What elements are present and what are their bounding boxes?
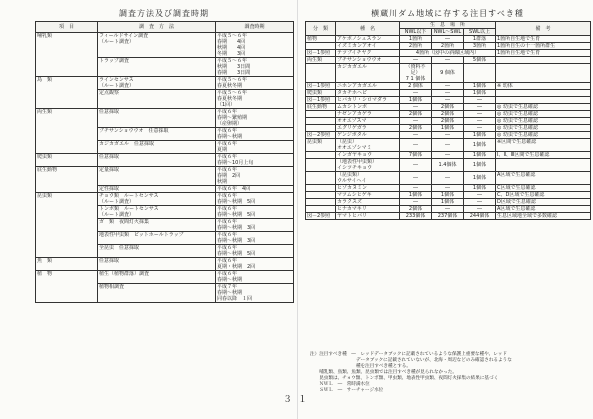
survey-item: 両生類 — [36, 109, 98, 154]
species-category — [306, 159, 336, 172]
notable-species-table — [305, 21, 591, 220]
count-above-swl: 1個体 — [464, 159, 496, 172]
species-note — [496, 97, 591, 104]
count-nwl-swl: 1個体 — [432, 199, 464, 206]
species-name: ヒナカマキリ — [336, 206, 400, 213]
page-fold — [297, 0, 298, 419]
species-name: アケボノシュスラン — [336, 36, 400, 43]
species-category: 図－1参照 — [306, 83, 336, 90]
count-above-swl: 3箇所 — [464, 43, 496, 50]
right-title: 横蔵川ダム地域に存する注目すべき種 — [371, 9, 524, 18]
survey-item: 昆虫類 — [36, 193, 98, 258]
survey-method: フィールドサイン調査 （ルート調査） — [98, 33, 216, 58]
species-row — [306, 83, 591, 90]
species-note: Ⅰ、Ⅱ、Ⅲ区間で生息確認 — [496, 152, 591, 159]
count-above-swl: ― — [464, 206, 496, 213]
species-category — [306, 185, 336, 192]
count-above-swl: ― — [464, 125, 496, 132]
species-name: ニホンアカガエル — [336, 83, 400, 90]
count-below-nwl: ― — [400, 104, 432, 111]
survey-method: カジカガエル 任意採取 — [98, 141, 216, 154]
method-row — [36, 167, 294, 186]
count-nwl-swl: 1.4個体 — [432, 159, 464, 172]
species-row — [306, 132, 591, 139]
species-row — [306, 118, 591, 125]
survey-method: 植物相調査 — [98, 284, 216, 303]
species-note: D区域で生息確認 — [496, 199, 591, 206]
species-name: イズミカンアオイ — [336, 43, 400, 50]
species-note — [496, 159, 591, 172]
species-name: ナゼンアカゲラ — [336, 111, 400, 118]
species-category — [306, 199, 336, 206]
species-name: ヤマトヒバリ — [336, 213, 400, 220]
survey-method: 任意採取 — [98, 258, 216, 271]
species-note: 1箇所自生地で生育 — [496, 36, 591, 43]
species-row — [306, 185, 591, 192]
count-above-swl: 244個体 — [464, 213, 496, 220]
survey-method: 定量採取 — [98, 167, 216, 186]
survey-period: 平成６年 春期～秋期 5回 — [216, 245, 294, 258]
species-row — [306, 139, 591, 152]
species-row — [306, 90, 591, 97]
species-row — [306, 104, 591, 111]
species-category: 両生類 — [306, 57, 336, 64]
species-row — [306, 152, 591, 159]
species-row — [306, 199, 591, 206]
count-nwl-swl: ― — [432, 36, 464, 43]
survey-period: 平成６年 4回 — [216, 186, 294, 193]
species-name: ブチサンショウウオ — [336, 57, 400, 64]
count-nwl-swl: ― — [432, 172, 464, 185]
survey-period: 平成６年 春期～秋期 — [216, 271, 294, 284]
survey-period: 平成５～６年 秋期 3日間 春期 3日間 — [216, 58, 294, 77]
count-below-nwl: ― — [400, 132, 432, 139]
count-above-swl: ― — [464, 192, 496, 199]
count-above-swl — [464, 64, 496, 83]
survey-method: 全昆虫 任意採取 — [98, 245, 216, 258]
page-number: ３１ — [283, 395, 314, 405]
survey-method: トラップ調査 — [98, 58, 216, 77]
count-above-swl: ― — [464, 199, 496, 206]
count-above-swl: 5個体 — [464, 57, 496, 64]
right-page — [305, 8, 590, 220]
species-row — [306, 64, 591, 83]
species-row — [306, 50, 591, 57]
count-below-nwl: 1箇所 — [400, 36, 432, 43]
survey-method: チョウ類 ルートセンサス （ルート調査） — [98, 193, 216, 206]
species-row — [306, 97, 591, 104]
species-name: タカチホヘビ — [336, 90, 400, 97]
count-above-swl: ― — [464, 111, 496, 118]
count-below-nwl: ― — [400, 199, 432, 206]
count-nwl-swl: ― — [432, 206, 464, 213]
survey-method: ラインセンサス （ルート調査） — [98, 77, 216, 90]
species-category — [306, 206, 336, 213]
species-name: インガヤキョウ — [336, 152, 400, 159]
survey-period: 平成５～６年 春夏秋冬期 （1回） — [216, 90, 294, 109]
species-category — [306, 43, 336, 50]
count-nwl-swl: 9 個体 — [432, 64, 464, 83]
count-nwl-swl: ― — [432, 185, 464, 192]
species-row — [306, 159, 591, 172]
count-below-nwl: 2個体 — [400, 206, 432, 213]
count-nwl-swl: ― — [432, 132, 464, 139]
species-category — [306, 111, 336, 118]
survey-method: ブチサンショウウオ 任意採取 — [98, 128, 216, 141]
species-name: マツムシヒゲキ — [336, 192, 400, 199]
count-above-swl: 1個体 — [464, 139, 496, 152]
count-below-nwl: 2個体 — [400, 125, 432, 132]
count-nwl-swl: ― — [432, 152, 464, 159]
survey-method: ガ 類 夜間灯火採集 — [98, 219, 216, 232]
count-below-nwl: （資料不足） 7 1 個体 — [400, 64, 432, 83]
species-note: A区域で生息確認 — [496, 172, 591, 185]
survey-item: 魚 類 — [36, 258, 98, 271]
species-note: ◎ 幼虫で生息確認 — [496, 118, 591, 125]
survey-item: 鳥 類 — [36, 77, 98, 109]
species-category: 昆虫類 — [306, 139, 336, 152]
survey-period: 平成６年 夏期 — [216, 141, 294, 154]
survey-method: 地表性甲虫類 ピットホールトラップ — [98, 232, 216, 245]
species-row — [306, 57, 591, 64]
method-row — [36, 258, 294, 271]
species-name: エグリゲガラ — [336, 125, 400, 132]
count-nwl-swl: 2個体 — [432, 118, 464, 125]
header-item: 項 目 — [36, 22, 98, 33]
species-name: ゲンジボタル — [336, 132, 400, 139]
method-row — [36, 109, 294, 128]
count-above-swl: ― — [464, 118, 496, 125]
count-nwl-swl: ― — [432, 83, 464, 90]
header-category: 分 類 — [306, 22, 336, 36]
subheader-above-swl: SWL以上 — [464, 29, 496, 36]
survey-period: 平成６年 春期～秋期 3回 — [216, 232, 294, 245]
survey-period: 平成６年 春期～10月上旬 — [216, 154, 294, 167]
species-note: ◎ 幼虫で生息確認 — [496, 125, 591, 132]
survey-period: 平成６年 春期～秋期 3回 — [216, 219, 294, 232]
species-category: 図－2参照 — [306, 132, 336, 139]
header-note: 備 考 — [496, 22, 591, 36]
survey-period: 平成６年 夏期・秋期 2回 — [216, 258, 294, 271]
count-above-swl: 1個体 — [464, 90, 496, 97]
count-above-swl: 1個体 — [464, 132, 496, 139]
left-title: 調査方法及び調査時期 — [119, 9, 209, 18]
species-row — [306, 111, 591, 118]
header-species: 種 名 — [336, 22, 400, 36]
footnote: 注）注目すべき種 ― レッドデータブックに記載されているような保護上重要な種や、レッド データブックに記載されていないが、北海・周辺などのみ確認されるような 種を注目すべき種とする。 哺乳類、鳥類、魚類、昆虫類では注目すべき種が見られなかった。 昆虫類は、チョウ類、トンボ類、甲虫類、地表性甲虫類、夜間灯火採集の結果に基づく ＮＷＬ ― 常時満水位 ＳＷＬ ― サーチャージ水位 — [310, 352, 512, 393]
species-name: （地表性甲虫類） イシツチキョウ — [336, 159, 400, 172]
count-below-nwl: 233個体 — [400, 213, 432, 220]
header-method: 調 査 方 法 — [98, 22, 216, 33]
count-above-swl: 1個体 — [464, 185, 496, 192]
count-below-nwl: 2 個体 — [400, 83, 432, 90]
species-note: 生息区域地全域で多数確認 — [496, 213, 591, 220]
species-category: 図－1参照 — [306, 97, 336, 104]
count-nwl-swl: 1個体 — [432, 125, 464, 132]
header-period: 調査時期 — [216, 22, 294, 33]
count-below-nwl: 1個体 — [400, 97, 432, 104]
survey-period: 平成５～６年 春夏秋冬期 — [216, 77, 294, 90]
species-category — [306, 192, 336, 199]
species-row — [306, 213, 591, 220]
species-name: カジカガエル — [336, 64, 400, 83]
species-name: ムカシトンボ — [336, 104, 400, 111]
species-note: A区域で生息確認 — [496, 206, 591, 213]
survey-item: 植 物 — [36, 271, 98, 303]
method-row — [36, 271, 294, 284]
species-category: 図－2参照 — [306, 213, 336, 220]
species-name: （昆虫） オオエゾシマミ — [336, 139, 400, 152]
count-below-nwl: ― — [400, 185, 432, 192]
species-note: 1箇所自生の十一箇所群生 — [496, 43, 591, 50]
species-row — [306, 206, 591, 213]
species-row — [306, 36, 591, 43]
count-above-swl: ― — [464, 104, 496, 111]
count-below-nwl: 2箇所 — [400, 43, 432, 50]
species-note: ※ 幼体 — [496, 83, 591, 90]
species-note: ◎ 幼虫で生息確認 — [496, 111, 591, 118]
survey-method: 定点観察 — [98, 90, 216, 109]
survey-item: 爬虫類 — [36, 154, 98, 167]
species-note: C区域で生息確認 — [496, 185, 591, 192]
survey-period: 平成６年 春期～秋期 5回 — [216, 206, 294, 219]
survey-period: 平成６年 春期 2回 秋期 — [216, 167, 294, 186]
count-below-nwl: 2個体 — [400, 111, 432, 118]
count-nwl-swl: ― — [432, 97, 464, 104]
survey-period: 平成６年 春期～繁殖期 （産卵期） — [216, 109, 294, 128]
species-note: 1箇所自生地で生育 — [496, 50, 591, 57]
count-nwl-swl: ― — [432, 139, 464, 152]
survey-item: 哺乳類 — [36, 33, 98, 77]
species-row — [306, 172, 591, 185]
survey-period: 平成６年 春期～秋期 5回 — [216, 193, 294, 206]
count-below-nwl: ― — [400, 90, 432, 97]
count-above-swl: 1群落 — [464, 36, 496, 43]
count-nwl-swl: 237個体 — [432, 213, 464, 220]
species-row — [306, 192, 591, 199]
survey-method: 任意採取 — [98, 109, 216, 128]
subheader-below-nwl: NWL以下 — [400, 29, 432, 36]
count-nwl-swl: 2個体 — [432, 111, 464, 118]
count-above-swl: 1個体 — [464, 172, 496, 185]
survey-method: トンボ類 ルートセンサス （ルート調査） — [98, 206, 216, 219]
count-below-nwl: ― — [400, 118, 432, 125]
species-row — [306, 125, 591, 132]
count-above-swl: 1個体 — [464, 152, 496, 159]
species-note — [496, 57, 591, 64]
subheader-nwl-swl: NWL～SWL — [432, 29, 464, 36]
count-below-nwl: 7個体 — [400, 152, 432, 159]
count-nwl-swl: ― — [432, 57, 464, 64]
species-name: ヒゾカヌミン — [336, 185, 400, 192]
method-row — [36, 193, 294, 206]
count-below-nwl: ― — [400, 172, 432, 185]
species-category — [306, 152, 336, 159]
survey-method: 任意採取 — [98, 154, 216, 167]
species-category — [306, 64, 336, 83]
species-note: C、D区域で生息確認 — [496, 192, 591, 199]
survey-method: 定性採取 — [98, 186, 216, 193]
habitat-merged: 4箇所（図中の斜線区域内） — [400, 50, 496, 57]
species-name: テツブイチヤク — [336, 50, 400, 57]
count-nwl-swl: 2箇所 — [432, 43, 464, 50]
count-above-swl: ― — [464, 97, 496, 104]
species-name: ヒバカリ・シロマダラ — [336, 97, 400, 104]
species-note: ◎ 幼虫で生息確認 — [496, 104, 591, 111]
survey-period: 平成５～６年 春期 4回 秋期 4回 冬期 3回 — [216, 33, 294, 58]
survey-item: 底生動物 — [36, 167, 98, 193]
left-page — [35, 8, 293, 303]
count-nwl-swl: ― — [432, 90, 464, 97]
species-name: （昆虫類） ウルサイヘイ — [336, 172, 400, 185]
count-below-nwl: 1個体 — [400, 192, 432, 199]
method-row — [36, 154, 294, 167]
species-category — [306, 118, 336, 125]
survey-method-table — [35, 21, 294, 303]
header-habitat: 生 息 場 所 — [400, 22, 496, 29]
species-name: オオエゾスマ — [336, 118, 400, 125]
species-note — [496, 64, 591, 83]
survey-period: 平成６年 春期～秋期 — [216, 128, 294, 141]
count-above-swl: 1個体 — [464, 83, 496, 90]
method-row — [36, 33, 294, 58]
species-category — [306, 172, 336, 185]
count-below-nwl: ― — [400, 159, 432, 172]
survey-period: 平成７年 春期～秋期 同春以降 １回 — [216, 284, 294, 303]
count-nwl-swl: 2個体 — [432, 104, 464, 111]
count-nwl-swl: 1個体 — [432, 192, 464, 199]
species-note: ◎ 幼虫で生息確認 — [496, 132, 591, 139]
species-category — [306, 125, 336, 132]
count-below-nwl: ― — [400, 139, 432, 152]
species-category: 植物 — [306, 36, 336, 43]
survey-method: 植生（植物群落）調査 — [98, 271, 216, 284]
species-category: 底生動物 — [306, 104, 336, 111]
method-row — [36, 77, 294, 90]
count-below-nwl: ― — [400, 57, 432, 64]
species-note: ※区間で生息確認 — [496, 139, 591, 152]
species-name: カラクスズ — [336, 199, 400, 206]
species-category: 爬虫類 — [306, 90, 336, 97]
species-category: 図－1参照 — [306, 50, 336, 57]
species-row — [306, 43, 591, 50]
species-note — [496, 90, 591, 97]
